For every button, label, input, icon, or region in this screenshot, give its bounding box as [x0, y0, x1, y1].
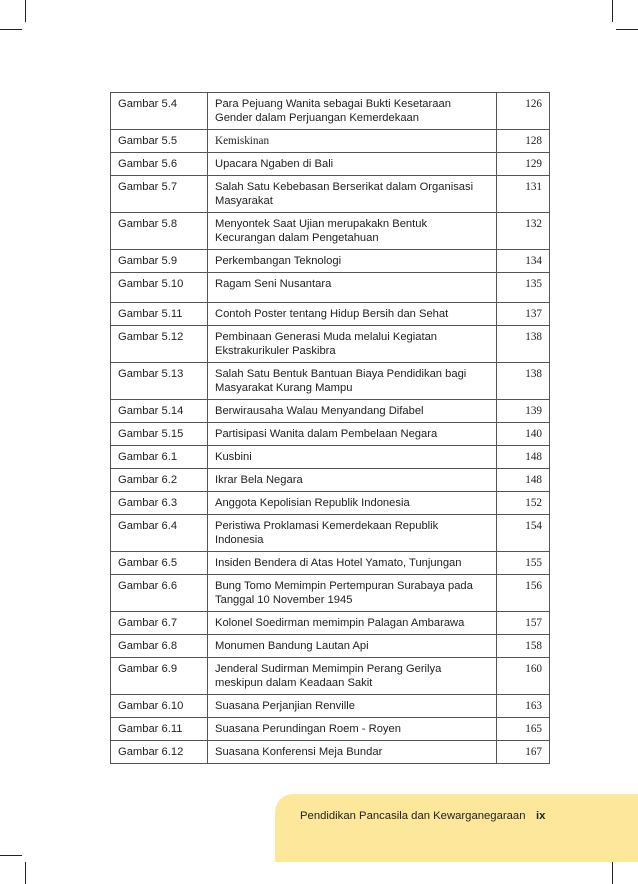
- figure-title: Berwirausaha Walau Menyandang Difabel: [208, 400, 497, 423]
- table-row: [111, 400, 550, 423]
- figure-title: Bung Tomo Memimpin Pertempuran Surabaya pada Tanggal 10 November 1945: [208, 575, 497, 612]
- figure-title: Contoh Poster tentang Hidup Bersih dan Sehat: [208, 303, 497, 326]
- figure-title: Para Pejuang Wanita sebagai Bukti Kesetaraan Gender dalam Perjuangan Kemerdekaan: [208, 93, 497, 130]
- figure-list-table: [110, 92, 550, 764]
- footer-band: [275, 794, 638, 862]
- figure-title: Salah Satu Kebebasan Berserikat dalam Organisasi Masyarakat: [208, 176, 497, 213]
- figure-page: 129: [497, 153, 550, 176]
- figure-title: Suasana Konferensi Meja Bundar: [208, 741, 497, 764]
- figure-code: Gambar 5.15: [111, 423, 208, 446]
- figure-code: Gambar 6.6: [111, 575, 208, 612]
- table-row: [111, 176, 550, 213]
- figure-title: Salah Satu Bentuk Bantuan Biaya Pendidikan bagi Masyarakat Kurang Mampu: [208, 363, 497, 400]
- figure-page: 137: [497, 303, 550, 326]
- figure-title: Suasana Perundingan Roem - Royen: [208, 718, 497, 741]
- figure-page: 167: [497, 741, 550, 764]
- table-row: [111, 469, 550, 492]
- figure-title: Suasana Perjanjian Renville: [208, 695, 497, 718]
- table-row: [111, 718, 550, 741]
- figure-title: Pembinaan Generasi Muda melalui Kegiatan Ekstrakurikuler Paskibra: [208, 326, 497, 363]
- figure-page: 160: [497, 658, 550, 695]
- figure-code: Gambar 5.7: [111, 176, 208, 213]
- figure-page: 158: [497, 635, 550, 658]
- crop-mark: [612, 862, 613, 884]
- figure-page: 140: [497, 423, 550, 446]
- figure-title: Kemiskinan: [208, 130, 497, 153]
- figure-page: 148: [497, 446, 550, 469]
- table-row: [111, 153, 550, 176]
- figure-code: Gambar 6.1: [111, 446, 208, 469]
- table-row: [111, 273, 550, 303]
- figure-code: Gambar 5.14: [111, 400, 208, 423]
- figure-code: Gambar 6.7: [111, 612, 208, 635]
- figure-title: Kusbini: [208, 446, 497, 469]
- figure-page: 156: [497, 575, 550, 612]
- crop-mark: [612, 0, 613, 22]
- figure-page: 138: [497, 363, 550, 400]
- table-row: [111, 695, 550, 718]
- figure-code: Gambar 6.11: [111, 718, 208, 741]
- figure-title: Insiden Bendera di Atas Hotel Yamato, Tunjungan: [208, 552, 497, 575]
- figure-page: 157: [497, 612, 550, 635]
- figure-code: Gambar 5.11: [111, 303, 208, 326]
- figure-title: Ikrar Bela Negara: [208, 469, 497, 492]
- figure-page: 148: [497, 469, 550, 492]
- figure-code: Gambar 5.13: [111, 363, 208, 400]
- figure-title: Kolonel Soedirman memimpin Palagan Ambarawa: [208, 612, 497, 635]
- figure-title: Monumen Bandung Lautan Api: [208, 635, 497, 658]
- figure-page: 165: [497, 718, 550, 741]
- footer-book-title: Pendidikan Pancasila dan Kewarganegaraan: [300, 810, 526, 822]
- figure-code: Gambar 5.4: [111, 93, 208, 130]
- table-row: [111, 612, 550, 635]
- table-row: [111, 93, 550, 130]
- figure-page: 131: [497, 176, 550, 213]
- table-row: [111, 552, 550, 575]
- table-row: [111, 326, 550, 363]
- figure-code: Gambar 5.10: [111, 273, 208, 303]
- figure-code: Gambar 5.12: [111, 326, 208, 363]
- crop-mark: [0, 29, 22, 30]
- crop-mark: [25, 862, 26, 884]
- table-row: [111, 492, 550, 515]
- figure-code: Gambar 6.10: [111, 695, 208, 718]
- figure-page: 126: [497, 93, 550, 130]
- table-row: [111, 575, 550, 612]
- figure-code: Gambar 6.8: [111, 635, 208, 658]
- figure-title: Menyontek Saat Ujian merupakakn Bentuk Kecurangan dalam Pengetahuan: [208, 213, 497, 250]
- figure-code: Gambar 6.3: [111, 492, 208, 515]
- table-row: [111, 658, 550, 695]
- figure-title: Anggota Kepolisian Republik Indonesia: [208, 492, 497, 515]
- figure-code: Gambar 6.5: [111, 552, 208, 575]
- figure-page: 132: [497, 213, 550, 250]
- figure-title: Perkembangan Teknologi: [208, 250, 497, 273]
- figure-code: Gambar 6.4: [111, 515, 208, 552]
- figure-page: 154: [497, 515, 550, 552]
- crop-mark: [0, 855, 22, 856]
- table-row: [111, 515, 550, 552]
- table-row: [111, 363, 550, 400]
- table-row: [111, 250, 550, 273]
- figure-code: Gambar 5.5: [111, 130, 208, 153]
- table-row: [111, 423, 550, 446]
- figure-page: 134: [497, 250, 550, 273]
- figure-title: Upacara Ngaben di Bali: [208, 153, 497, 176]
- figure-title: Jenderal Sudirman Memimpin Perang Gerilya meskipun dalam Keadaan Sakit: [208, 658, 497, 695]
- figure-page: 128: [497, 130, 550, 153]
- figure-title: Partisipasi Wanita dalam Pembelaan Negara: [208, 423, 497, 446]
- footer-page-number: ix: [536, 810, 546, 822]
- figure-page: 138: [497, 326, 550, 363]
- figure-code: Gambar 6.12: [111, 741, 208, 764]
- table-row: [111, 741, 550, 764]
- figure-page: 152: [497, 492, 550, 515]
- figure-page: 139: [497, 400, 550, 423]
- table-row: [111, 303, 550, 326]
- figure-title: Ragam Seni Nusantara: [208, 273, 497, 303]
- table-row: [111, 213, 550, 250]
- table-row: [111, 635, 550, 658]
- figure-page: 163: [497, 695, 550, 718]
- figure-code: Gambar 5.8: [111, 213, 208, 250]
- figure-code: Gambar 5.6: [111, 153, 208, 176]
- figure-title: Peristiwa Proklamasi Kemerdekaan Republik Indonesia: [208, 515, 497, 552]
- table-row: [111, 130, 550, 153]
- figure-page: 135: [497, 273, 550, 303]
- figure-code: Gambar 6.9: [111, 658, 208, 695]
- table-row: [111, 446, 550, 469]
- crop-mark: [616, 29, 638, 30]
- figure-code: Gambar 6.2: [111, 469, 208, 492]
- figure-code: Gambar 5.9: [111, 250, 208, 273]
- crop-mark: [25, 0, 26, 22]
- figure-page: 155: [497, 552, 550, 575]
